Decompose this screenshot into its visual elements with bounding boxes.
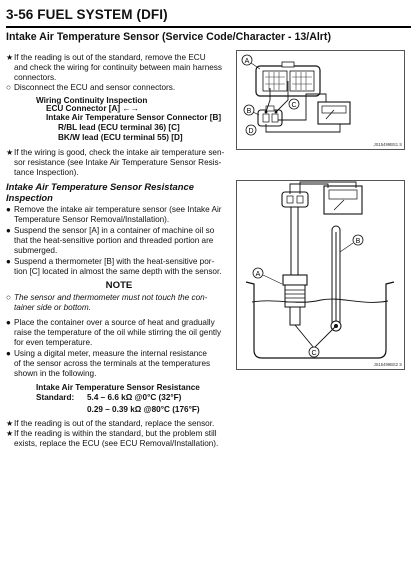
page-title: 3-56 FUEL SYSTEM (DFI) [6,7,168,22]
bullet-remove-sensor: ● Remove the intake air temperature sensor (see Intake Air Temperature Sensor Removal/Installation). [6,205,222,224]
circle-marker: ○ [6,293,11,302]
star-marker: ★ [6,148,14,157]
bullet-marker: ● [6,349,11,358]
note-body: ○ The sensor and thermometer must not touch the con- tainer side or bottom. [6,293,208,312]
fig1-label-b: B [246,108,252,115]
figure-resistance-inspection [236,180,405,370]
sensor-body-drawing [283,275,307,325]
multimeter-drawing [324,186,362,214]
bullet-heat-container: ● Place the container over a source of heat and gradually raise the temperature of the oil while stirring the oil gently for even temperature. [6,318,222,347]
bullet-marker: ● [6,226,11,235]
spec-standard-label: Standard: [36,393,75,402]
bullet-marker: ● [6,257,11,266]
fig2-code: JS15499BS2 S [373,362,402,367]
wiring-bkw-lead: BK/W lead (ECU terminal 55) [D] [58,133,183,142]
step-disconnect: ○ Disconnect the ECU and sensor connectors. [6,83,176,92]
wiring-rbl-lead: R/BL lead (ECU terminal 36) [C] [58,123,180,132]
paragraph-replace-ecu: ★ If the reading is within the standard, but the problem still exists, replace the ECU (see ECU Removal/Installation). [6,429,219,448]
spec-value-0c: 5.4 – 6.6 kΩ @0°C (32°F) [87,393,182,402]
fig2-label-b: B [355,238,361,245]
paragraph-replace-sensor: ★ If the reading is out of the standard, replace the sensor. [6,419,215,428]
fig2-label-a: A [255,271,261,278]
fig1-label-a: A [244,58,250,65]
spec-heading: Intake Air Temperature Sensor Resistance [36,383,200,392]
section-title: Intake Air Temperature Sensor (Service Code/Character - 13/Alrt) [6,31,331,43]
fig1-code: JS15499BS1 S [373,142,402,147]
figure-wiring-continuity [236,50,405,150]
header-rule [6,26,411,28]
circle-marker: ○ [6,83,11,92]
fig1-label-d: D [248,128,254,135]
oil-container-drawing [246,282,394,358]
paragraph-check-wiring: ★ If the reading is out of the standard, remove the ECU and check the wiring for continuity between main harness connectors. [6,53,222,82]
fig1-label-c: C [291,102,297,109]
resistance-diagram-svg [236,180,405,370]
bullet-suspend-sensor: ● Suspend the sensor [A] in a container of machine oil so that the heat-sensitive portion and threaded portion are submerged. [6,226,215,255]
spec-value-80c: 0.29 – 0.39 kΩ @80°C (176°F) [87,405,200,414]
star-marker: ★ [6,419,14,428]
star-marker: ★ [6,53,14,62]
wiring-diagram-svg [236,50,405,150]
wiring-ecu-connector: ECU Connector [A] ←→ [46,104,139,113]
paragraph-wiring-good: ★ If the wiring is good, check the intake air temperature sen- sor resistance (see Intake Air Temperature Sensor Resis- tance Inspection). [6,148,225,177]
fig2-label-c: C [311,350,317,357]
bullet-suspend-thermometer: ● Suspend a thermometer [B] with the heat-sensitive por- tion [C] located in almost the same depth with the sensor. [6,257,222,276]
star-marker: ★ [6,429,14,438]
thermometer-drawing [331,226,341,331]
bullet-marker: ● [6,318,11,327]
wiring-heading: Wiring Continuity Inspection [36,96,148,105]
note-heading: NOTE [105,280,133,291]
multimeter-drawing [318,102,350,124]
sensor-plug-drawing [282,192,308,207]
subsection-title: Intake Air Temperature Sensor Resistance Inspection [6,181,194,203]
bullet-marker: ● [6,205,11,214]
wiring-sensor-connector: Intake Air Temperature Sensor Connector [B] [46,113,222,122]
bullet-measure-resistance: ● Using a digital meter, measure the internal resistance of the sensor across the terminals at the temperatures shown in the following. [6,349,211,378]
